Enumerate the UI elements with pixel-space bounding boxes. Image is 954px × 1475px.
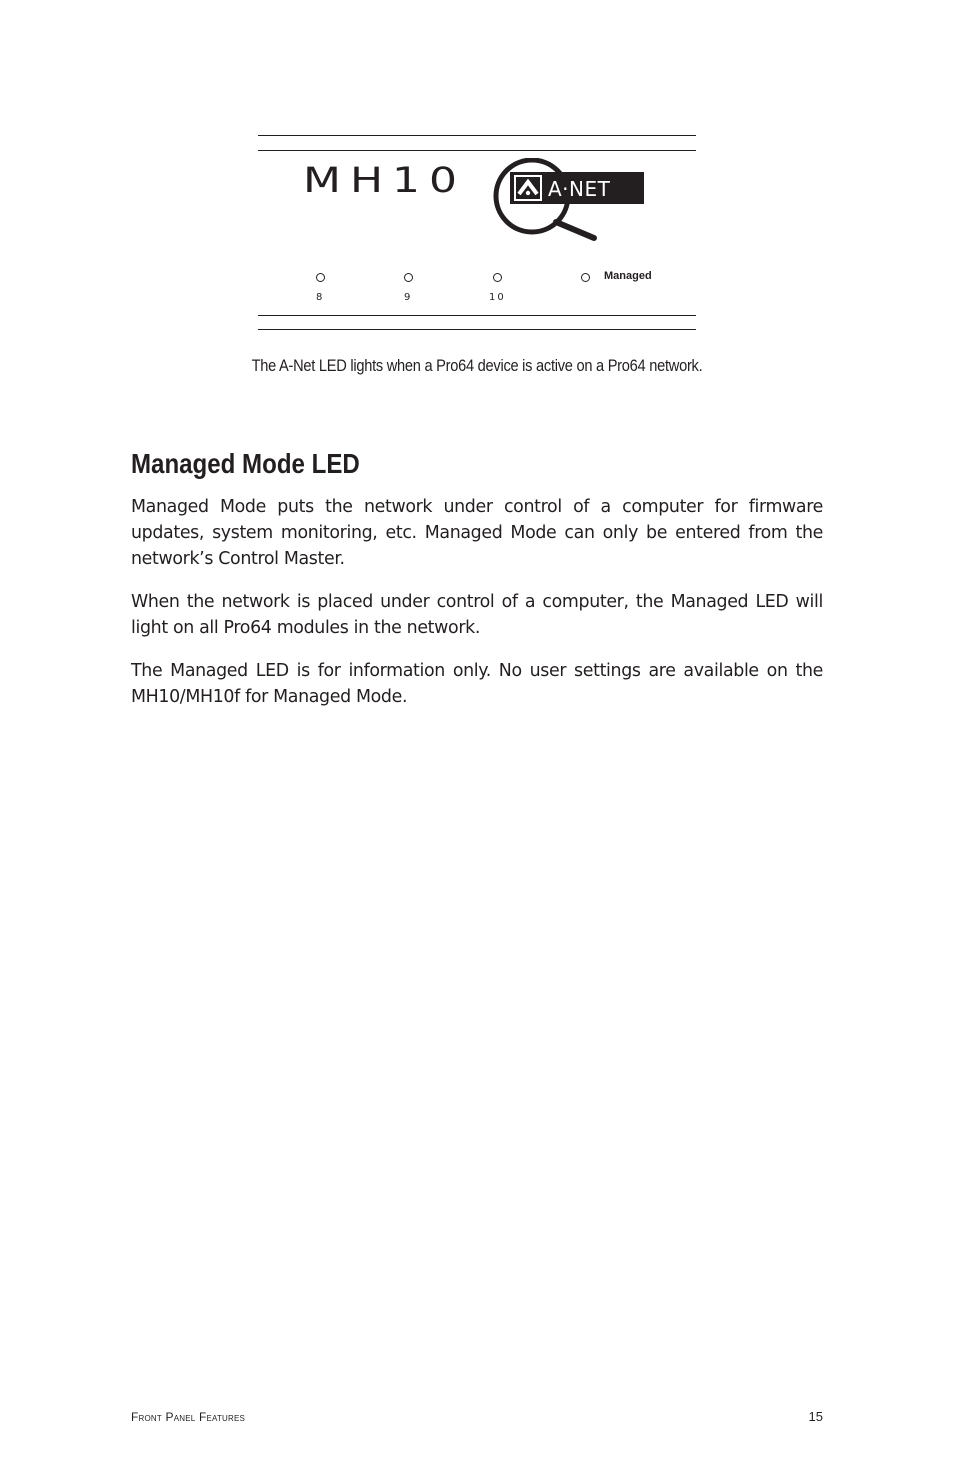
led-10-label: 10 [489, 292, 506, 303]
led-9-indicator [404, 273, 413, 282]
led-8-label: 8 [316, 292, 325, 303]
panel-top-rule-2 [258, 150, 696, 151]
front-panel-figure [258, 134, 696, 332]
paragraph-1: Managed Mode puts the network under control of a computer for firmware updates, system monitoring, etc. Managed Mode can only be entered from the network’s Control Master. [131, 497, 823, 569]
managed-led-label: Managed [604, 270, 652, 282]
panel-bottom-rule-2 [258, 329, 696, 330]
paragraph-3: The Managed LED is for information only. No user settings are available on the MH10/MH10f for Managed Mode. [131, 661, 823, 707]
figure-caption: The A-Net LED lights when a Pro64 device is active on a Pro64 network. [251, 356, 703, 375]
panel-bottom-rule-1 [258, 315, 696, 316]
page-number: 15 [808, 1409, 823, 1424]
anet-label-text: A·NET [548, 177, 611, 201]
footer-section-name: Front Panel Features [131, 1410, 246, 1424]
managed-led-indicator [581, 273, 590, 282]
paragraph-2: When the network is placed under control of a computer, the Managed LED will light on all Pro64 modules in the network. [131, 592, 823, 638]
led-9-label: 9 [404, 292, 413, 303]
anet-led-badge [490, 158, 650, 244]
anet-handle [556, 222, 594, 238]
section-heading: Managed Mode LED [131, 448, 360, 479]
led-8-indicator [316, 273, 325, 282]
led-10-indicator [493, 273, 502, 282]
model-name: MH10 [303, 160, 467, 201]
home-icon-dot [526, 191, 530, 195]
panel-top-rule-1 [258, 135, 696, 136]
